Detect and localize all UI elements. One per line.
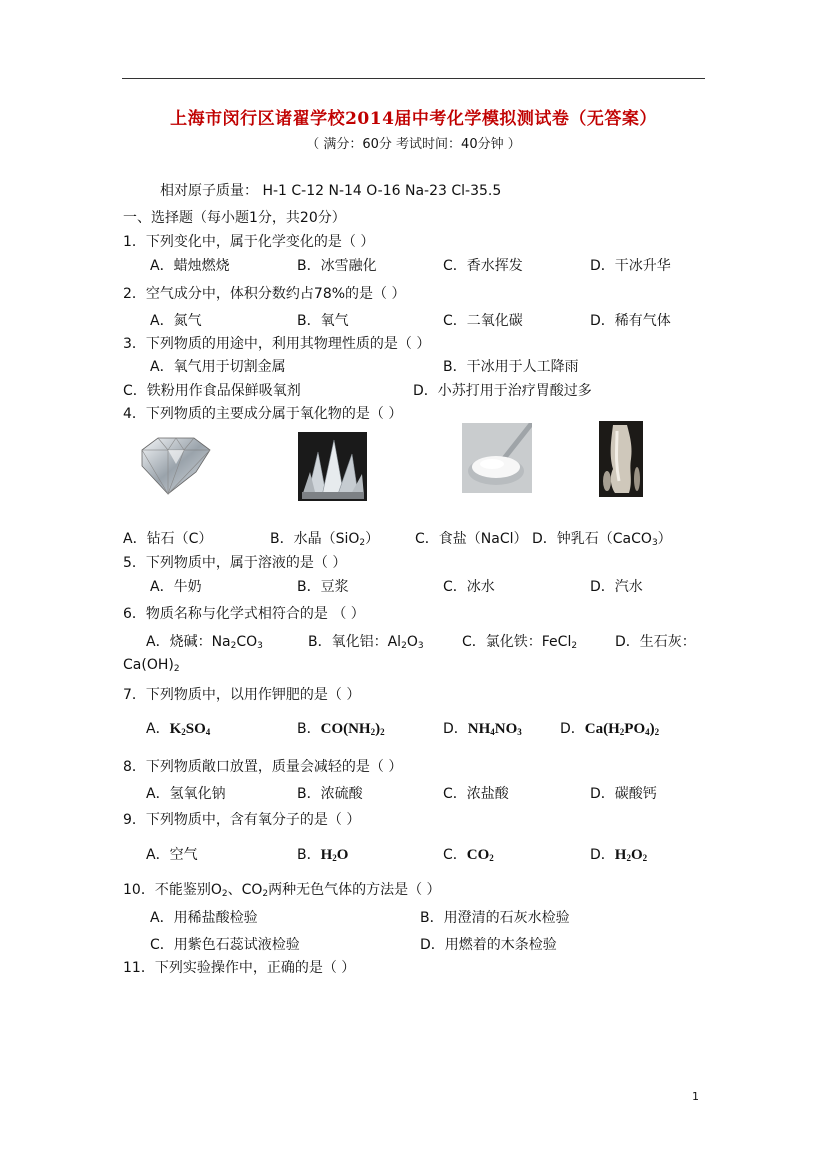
q7-option-a: A．$K_2SO_4$ <box>146 721 211 737</box>
q3-option-d: D．小苏打用于治疗胃酸过多 <box>413 383 592 399</box>
question-11: 11．下列实验操作中，正确的是（ ） <box>123 960 356 976</box>
atomic-masses: 相对原子质量： H-1 C-12 N-14 O-16 Na-23 Cl-35.5 <box>160 183 502 199</box>
q4-option-c: C．食盐（NaCl） <box>415 531 528 547</box>
question-8: 8．下列物质敞口放置，质量会减轻的是（ ） <box>123 759 403 775</box>
header-rule <box>122 78 705 79</box>
q6-option-d-formula: $Ca(OH)_2$ <box>123 657 180 674</box>
q6-option-c: C．氯化铁：FeCl$_2$ <box>462 634 578 651</box>
q8-option-b: B．浓硫酸 <box>297 786 363 802</box>
question-2: 2．空气成分中，体积分数约占78%的是（ ） <box>123 286 406 302</box>
q5-option-c: C．冰水 <box>443 579 495 595</box>
q1-option-b: B．冰雪融化 <box>297 258 377 274</box>
q3-option-a: A．氧气用于切割金属 <box>150 359 286 375</box>
q7-option-c: D．$NH_4NO_3$ <box>443 721 522 737</box>
q5-option-d: D．汽水 <box>590 579 643 595</box>
q2-option-b: B．氧气 <box>297 313 349 329</box>
q10-option-b: B．用澄清的石灰水检验 <box>420 910 570 926</box>
q5-option-a: A．牛奶 <box>150 579 202 595</box>
q9-option-a: A．空气 <box>146 847 198 863</box>
question-10: 10．不能鉴别$O_2$、$CO_2$两种无色气体的方法是（ ） <box>123 882 441 899</box>
q2-option-a: A．氮气 <box>150 313 202 329</box>
stalactite-image <box>599 421 643 497</box>
q4-option-d: D．钟乳石（CaCO$_3$） <box>532 531 672 548</box>
q6-option-b: B．氧化铝：$Al_2O_3$ <box>308 634 424 651</box>
exam-info: （ 满分：60分 考试时间：40分钟 ） <box>306 137 521 152</box>
quartz-crystal-image <box>298 432 367 501</box>
q1-option-c: C．香水挥发 <box>443 258 523 274</box>
question-5: 5．下列物质中，属于溶液的是（ ） <box>123 555 347 571</box>
q9-option-d: D．$H_2O_2$ <box>590 847 648 863</box>
q3-option-b: B．干冰用于人工降雨 <box>443 359 579 375</box>
question-3: 3．下列物质的用途中，利用其物理性质的是（ ） <box>123 336 431 352</box>
salt-spoon-image <box>462 423 532 493</box>
q9-option-c: C．$CO_2$ <box>443 847 494 863</box>
diamond-image <box>138 436 214 496</box>
q5-option-b: B．豆浆 <box>297 579 349 595</box>
question-9: 9．下列物质中，含有氧分子的是（ ） <box>123 812 361 828</box>
page-title: 上海市闵行区诸翟学校2014届中考化学模拟测试卷（无答案） <box>170 109 657 129</box>
q10-option-a: A．用稀盐酸检验 <box>150 910 258 926</box>
q2-option-d: D．稀有气体 <box>590 313 671 329</box>
q7-option-b: B．$CO(NH_2)_2$ <box>297 721 385 737</box>
page-number: 1 <box>692 1090 699 1103</box>
section-heading: 一、选择题（每小题1分，共20分） <box>123 210 346 226</box>
q9-option-b: B．$H_2O$ <box>297 847 349 863</box>
q8-option-c: C．浓盐酸 <box>443 786 509 802</box>
q7-option-d: D．$Ca(H_2PO_4)_2$ <box>560 721 660 737</box>
q8-option-a: A．氢氧化钠 <box>146 786 226 802</box>
question-7: 7．下列物质中，以用作钾肥的是（ ） <box>123 687 361 703</box>
q4-option-b: B．水晶（SiO$_2$） <box>270 531 380 548</box>
q10-option-c: C．用紫色石蕊试液检验 <box>150 937 300 953</box>
q3-option-c: C．铁粉用作食品保鲜吸氧剂 <box>123 383 301 399</box>
q10-option-d: D．用燃着的木条检验 <box>420 937 557 953</box>
q6-option-a: A．烧碱：$Na_2CO_3$ <box>146 634 263 651</box>
q1-option-d: D．干冰升华 <box>590 258 671 274</box>
q1-option-a: A．蜡烛燃烧 <box>150 258 230 274</box>
q4-option-a: A．钻石（C） <box>123 531 213 547</box>
q2-option-c: C．二氧化碳 <box>443 313 523 329</box>
question-4: 4．下列物质的主要成分属于氧化物的是（ ） <box>123 406 403 422</box>
q6-option-d: D．生石灰： <box>615 634 696 650</box>
question-6: 6．物质名称与化学式相符合的是 （ ） <box>123 606 365 622</box>
question-1: 1．下列变化中，属于化学变化的是（ ） <box>123 234 375 250</box>
q8-option-d: D．碳酸钙 <box>590 786 657 802</box>
